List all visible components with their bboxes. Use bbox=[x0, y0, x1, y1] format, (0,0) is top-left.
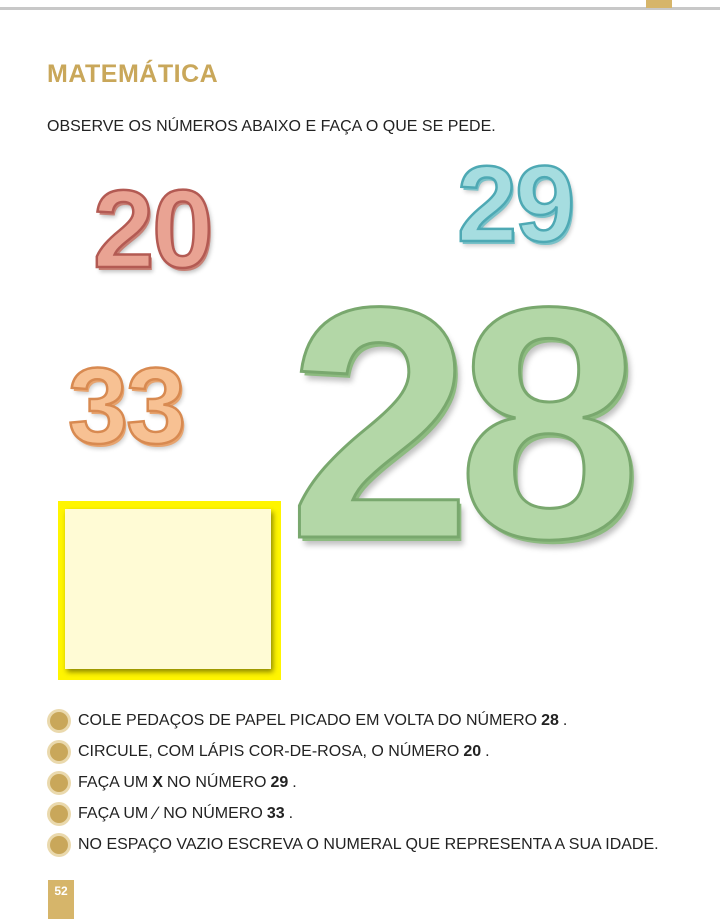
task-item bbox=[50, 767, 659, 798]
slash-icon: ∕ bbox=[154, 803, 158, 823]
number-20: 20 bbox=[93, 168, 212, 291]
task-mark-x: X bbox=[152, 773, 163, 791]
bullet-icon bbox=[50, 743, 68, 761]
task-period: . bbox=[292, 773, 297, 791]
age-answer-box[interactable] bbox=[58, 501, 281, 680]
task-number: 28 bbox=[541, 711, 559, 729]
top-tab bbox=[646, 0, 672, 8]
task-prefix: FAÇA UM bbox=[78, 804, 149, 822]
age-answer-area[interactable] bbox=[65, 509, 271, 669]
task-list bbox=[50, 705, 659, 860]
bullet-icon bbox=[50, 712, 68, 730]
number-33: 33 bbox=[68, 345, 185, 466]
task-item bbox=[50, 798, 659, 829]
task-text: NO ESPAÇO VAZIO ESCREVA O NUMERAL QUE REPRESENTA A SUA IDADE. bbox=[78, 835, 659, 853]
number-29: 29 bbox=[457, 143, 574, 264]
bullet-icon bbox=[50, 836, 68, 854]
task-text: COLE PEDAÇOS DE PAPEL PICADO EM VOLTA DO NÚMERO bbox=[78, 711, 538, 729]
task-text: NO NÚMERO bbox=[163, 804, 263, 822]
subject-title: MATEMÁTICA bbox=[47, 60, 219, 88]
task-period: . bbox=[562, 711, 568, 729]
task-prefix: FAÇA UM bbox=[78, 773, 149, 791]
top-rule bbox=[0, 7, 720, 10]
task-item bbox=[50, 705, 659, 736]
task-period: . bbox=[288, 804, 294, 822]
instruction-text: OBSERVE OS NÚMEROS ABAIXO E FAÇA O QUE SE PEDE. bbox=[47, 118, 496, 135]
task-number: 33 bbox=[266, 804, 285, 822]
task-text: NO NÚMERO bbox=[166, 773, 267, 791]
number-28: 28 bbox=[288, 238, 628, 607]
bullet-icon bbox=[50, 774, 68, 792]
task-text: CIRCULE, COM LÁPIS COR-DE-ROSA, O NÚMERO bbox=[78, 742, 460, 760]
task-number: 20 bbox=[463, 742, 482, 760]
task-item bbox=[50, 736, 659, 767]
task-period: . bbox=[485, 742, 490, 760]
task-item bbox=[50, 829, 659, 860]
page-number: 52 bbox=[48, 880, 74, 919]
bullet-icon bbox=[50, 805, 68, 823]
task-number: 29 bbox=[270, 773, 289, 791]
